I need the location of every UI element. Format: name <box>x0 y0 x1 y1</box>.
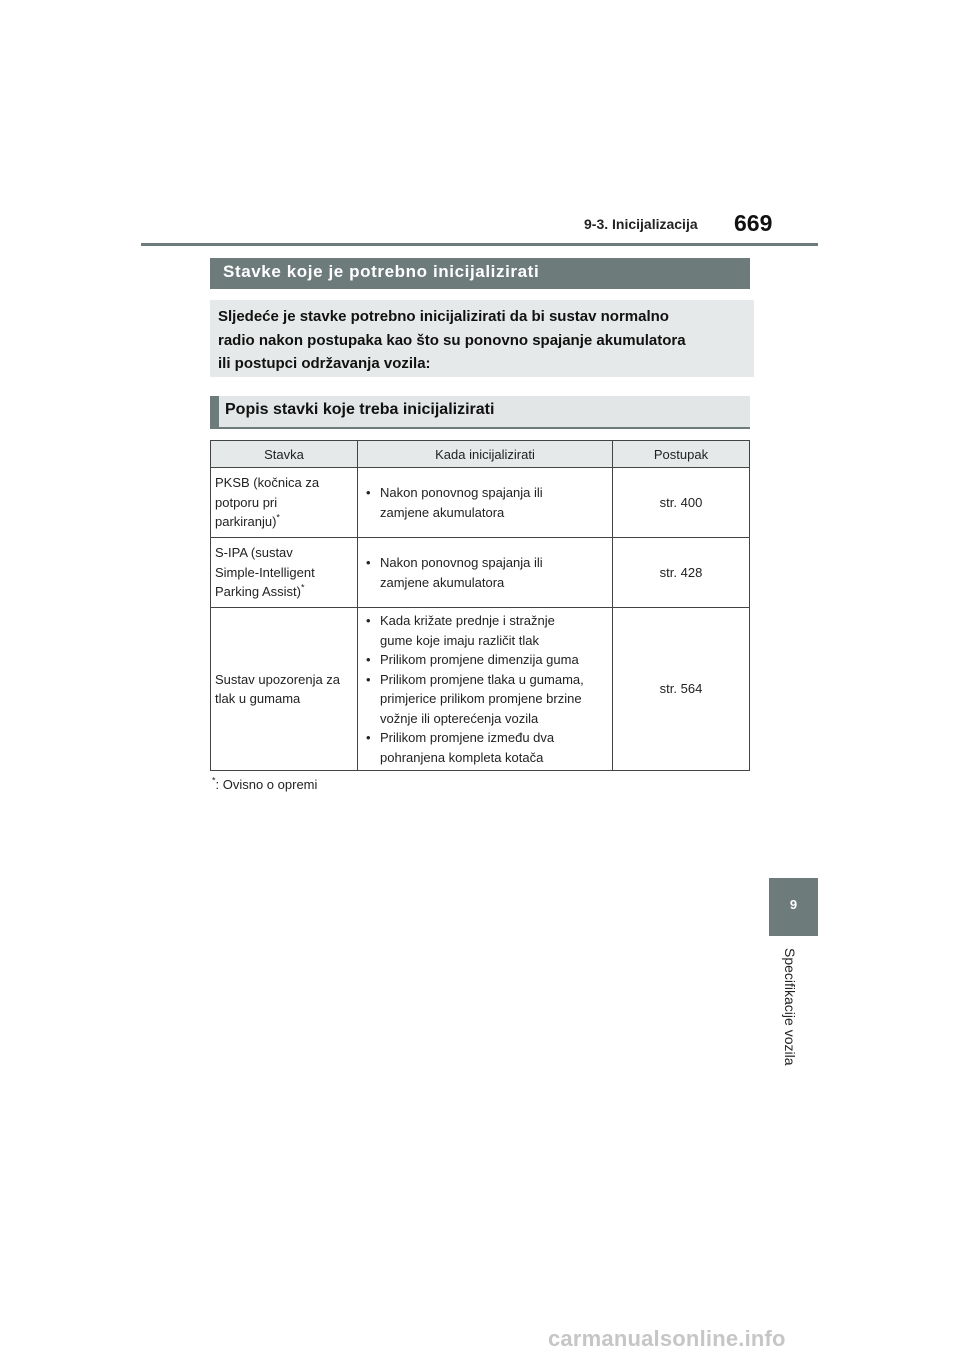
bullet-line: zamjene akumulatora <box>380 504 505 520</box>
footnote-mark: * <box>212 775 216 786</box>
intro-line-2: radio nakon postupaka kao što su ponovno spajanje akumulatora <box>218 331 686 349</box>
bullet-line: • Prilikom promjene tlaka u gumama, <box>380 671 584 687</box>
footnote <box>212 777 317 792</box>
initialization-table <box>210 440 750 771</box>
item-cell <box>211 468 358 538</box>
item-line: Simple-Intelligent <box>215 564 315 580</box>
bullet-line: pohranjena kompleta kotača <box>380 749 544 765</box>
footnote-text: : Ovisno o opremi <box>215 777 318 792</box>
table-row <box>211 538 750 608</box>
table-header: Kada inicijalizirati <box>358 441 613 468</box>
footnote-mark: * <box>276 512 280 523</box>
chapter-label: Specifikacije vozila <box>782 948 798 1066</box>
bullet-line: gume koje imaju različit tlak <box>380 632 539 648</box>
section-label: 9-3. Inicijalizacija <box>584 216 698 232</box>
when-cell <box>358 538 613 608</box>
bullet-line: primjerice prilikom promjene brzine <box>380 691 582 706</box>
intro-line-1: Sljedeće je stavke potrebno inicijalizirati da bi sustav normalno <box>218 308 669 325</box>
section-title-bar <box>210 258 750 289</box>
subsection-accent <box>210 396 219 427</box>
footnote-mark: * <box>300 582 305 593</box>
bullet-line: • Kada križate prednje i stražnje <box>380 613 555 628</box>
procedure-cell: str. 564 <box>613 608 750 771</box>
item-line <box>215 582 353 602</box>
subsection-title: Popis stavki koje treba inicijalizirati <box>225 401 495 418</box>
item-line: potporu pri <box>215 494 278 510</box>
table-header: Postupak <box>613 441 750 468</box>
subsection-title-bar <box>210 396 750 429</box>
table-header-row <box>211 441 750 468</box>
item-line-text: Parking Assist) <box>215 584 301 600</box>
bullet-line: • Prilikom promjene između dva <box>380 730 555 745</box>
when-list <box>364 553 608 592</box>
header-rule <box>141 243 818 246</box>
item-line: S-IPA (sustav <box>215 545 293 561</box>
table-header: Stavka <box>211 441 358 468</box>
table-row <box>211 608 750 771</box>
chapter-number: 9 <box>789 897 798 912</box>
page-number: 669 <box>734 210 773 236</box>
chapter-tab <box>769 878 818 936</box>
intro-box <box>210 300 754 377</box>
procedure-cell: str. 428 <box>613 538 750 608</box>
when-bullet <box>364 728 608 767</box>
item-line: PKSB (kočnica za <box>215 475 320 491</box>
watermark: carmanualsonline.info <box>548 1326 786 1351</box>
when-bullet <box>364 670 608 729</box>
when-bullet <box>364 483 608 522</box>
item-cell <box>211 608 358 771</box>
item-line: tlak u gumama <box>215 691 301 706</box>
item-cell <box>211 538 358 608</box>
when-cell <box>358 468 613 538</box>
when-bullet <box>364 553 608 592</box>
when-cell <box>358 608 613 771</box>
bullet-line: vožnje ili opterećenja vozila <box>380 710 539 726</box>
bullet-line: • Prilikom promjene dimenzija guma <box>380 652 579 667</box>
when-list <box>364 611 608 767</box>
when-bullet <box>364 611 608 650</box>
section-title: Stavke koje je potrebno inicijalizirati <box>223 262 540 281</box>
intro-line-3: ili postupci održavanja vozila: <box>218 355 431 372</box>
bullet-line: • Nakon ponovnog spajanja ili <box>380 555 543 570</box>
item-line-text: parkiranju) <box>215 514 277 530</box>
bullet-line: zamjene akumulatora <box>380 574 505 590</box>
item-line: Sustav upozorenja za <box>215 671 341 687</box>
procedure-cell: str. 400 <box>613 468 750 538</box>
when-list <box>364 483 608 522</box>
bullet-line: • Nakon ponovnog spajanja ili <box>380 485 543 500</box>
when-bullet <box>364 650 608 670</box>
table-row <box>211 468 750 538</box>
item-line <box>215 512 353 532</box>
